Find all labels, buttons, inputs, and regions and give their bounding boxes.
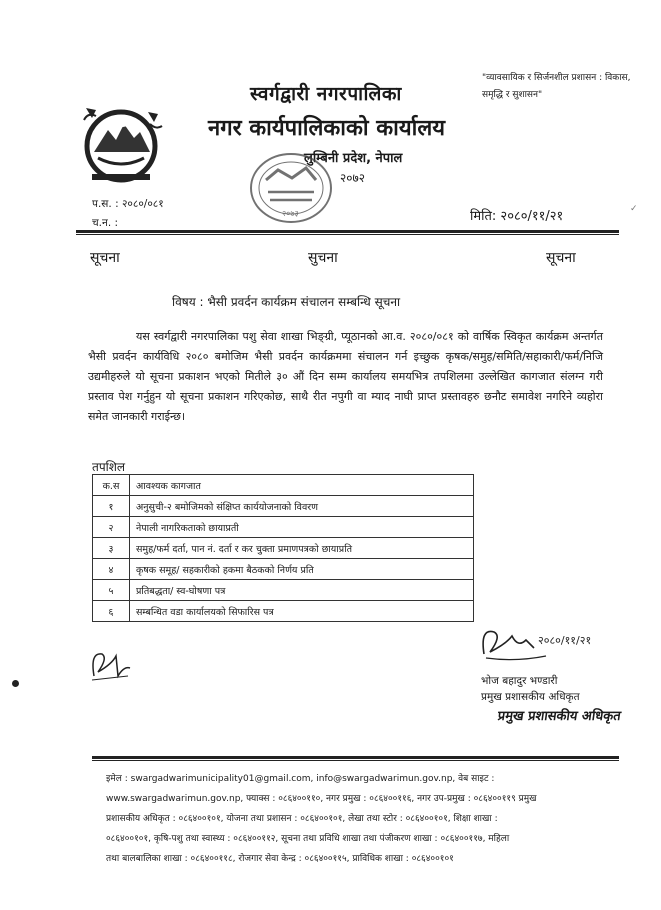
details-label: तपशिल [92,460,126,474]
table-row [93,601,474,622]
punch-hole-mark [12,680,19,687]
notice-label-center: सुचना [308,250,338,266]
required-documents-table [92,474,474,622]
header-divider [76,230,619,233]
row-document: प्रतिबद्धता/ स्व-घोषणा पत्र [130,580,474,601]
cao-signature [476,618,596,668]
designation-stamp: प्रमुख प्रशासकीय अधिकृत [496,709,622,724]
signatory-title: प्रमुख प्रशासकीय अधिकृत [481,691,580,703]
row-number: २ [93,517,130,538]
col-header-sn: क.स [93,475,130,496]
footer-contact-line-3: प्रशासकीय अधिकृत : ०८६४००१०१, योजना तथा प्रशासन : ०८६४००१०१, लेखा तथा स्टोर : ०८६४००१०१, शिक्षा शाखा : [106,814,498,824]
province-name: लुम्बिनी प्रदेश, नेपाल [304,151,403,166]
col-header-documents: आवश्यक कागजात [130,475,474,496]
signatory-name: भोज बहादुर भण्डारी [481,675,558,687]
row-number: ५ [93,580,130,601]
row-document: कृषक समूह/ सहकारीको हकमा बैठकको निर्णय प्रति [130,559,474,580]
left-signature [88,646,134,684]
table-row [93,559,474,580]
footer-contact-line-5: तथा बालबालिका शाखा : ०८६४००११८, रोजगार सेवा केन्द्र : ०८६४००११५, प्राविधिक शाखा : ०८६४००१०१ [106,854,454,864]
office-name: नगर कार्यपालिकाको कार्यालय [208,116,445,141]
chalani-number: च.न. : [92,217,119,229]
row-number: ६ [93,601,130,622]
footer-email-line: इमेल : swargadwarimunicipality01@gmail.com, info@swargadwarimun.gov.np, वेब साइट : [106,774,495,784]
municipality-name: स्वर्गद्वारी नगरपालिका [250,83,402,105]
margin-mark: ✓ [630,204,638,214]
table-row [93,496,474,517]
footer-divider-thin [92,760,619,761]
issue-date: मिति: २०८०/११/२१ [470,209,564,224]
notice-label-right: सूचना [546,250,576,266]
table-row [93,580,474,601]
table-row [93,538,474,559]
nepal-emblem-logo [78,100,164,186]
row-document: समुह/फर्म दर्ता, पान नं. दर्ता र कर चुक्ता प्रमाणपत्रको छायाप्रति [130,538,474,559]
signature-date: २०८०/११/२१ [538,634,592,647]
slogan: "व्यावसायिक र सिर्जनशील प्रशासन : विकास, समृद्धि र सुशासन" [482,73,631,100]
row-number: ४ [93,559,130,580]
established-year: २०७२ [340,171,365,185]
footer-contact-line-4: ०८६४००१०१, कृषि-पशु तथा स्वास्थ्य : ०८६४००११२, सूचना तथा प्रविधि शाखा तथा पंजीकरण शाखा : ०८६४००११७, महिला [106,834,510,844]
stamp-year: २०७३ [282,209,299,218]
patra-sankhya: प.स. : २०८०/०८१ [92,198,164,210]
notice-label-left: सूचना [90,250,120,266]
row-number: ३ [93,538,130,559]
header-divider-thin [76,234,619,235]
footer-divider [92,756,619,759]
row-number: १ [93,496,130,517]
subject-line: विषय : भैसी प्रवर्दन कार्यक्रम संचालन सम्बन्धि सूचना [172,295,401,309]
notice-body: यस स्वर्गद्वारी नगरपालिका पशु सेवा शाखा भिङ्ग्री, प्यूठानको आ.व. २०८०/०८१ को वार्षिक स्विकृत कार्यक्रम अन्तर्गत भैसी प्रवर्दन कार्यविधि २०८० बमोजिम भैसी प्रवर्दन कार्यक्रममा संचालन गर्न इच्छुक कृषक/समुह/समिति/सहाकारी/फर्म/निजि उद्यमीहरुले यो सूचना प्रकाशन भएको मितीले ३० औं दिन सम्म कार्यालय समयभित्र तपशिलमा उल्लेखित कागजात संलग्न गरी प्रस्ताव पेश गर्नुहुन यो सूचना प्रकाशन गरिएकोछ, साथै रीत नपुगी वा म्याद नाघी प्राप्त प्रस्तावहरु छनौट समावेश नगरिने व्यहोरा समेत जानकारी गराईन्छ। [88,330,603,423]
table-row [93,517,474,538]
table-header-row [93,475,474,496]
office-stamp [248,150,334,226]
footer-contact-line-2: www.swargadwarimun.gov.np, फ्याक्स : ०८६४००११०, नगर प्रमुख : ०८६४००११६, नगर उप-प्रमुख : ०८६४००११९ प्रमुख [106,794,537,804]
row-document: नेपाली नागरिकताको छायाप्रती [130,517,474,538]
row-document: सम्बन्धित वडा कार्यालयको सिफारिस पत्र [130,601,474,622]
row-document: अनुसुची-२ बमोजिमको संक्षिप्त कार्ययोजनाको विवरण [130,496,474,517]
